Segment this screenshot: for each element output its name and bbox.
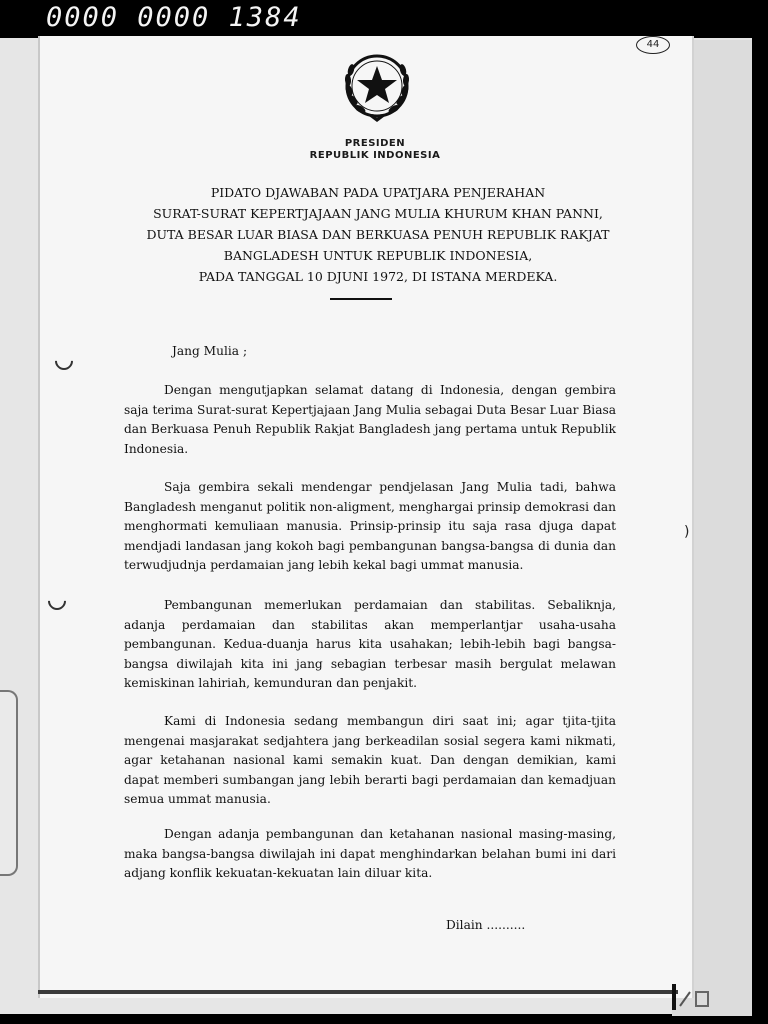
paragraph: Saja gembira sekali mendengar pendjelasan Jang Mulia tadi, bahwa Bangladesh menganut politik non-aligment, menghargai prinsip demokrasi dan menghormati kemuliaan manusia. Prinsip-prinsip itu saja rasa djuga dapat mendjadi landasan jang kokoh bagi pembangunan bangsa-bangsa di dunia dan terwudjudnja perdamaian jang lebih kekal bagi ummat manusia. — [124, 480, 616, 573]
office-subtitle: REPUBLIK INDONESIA — [309, 150, 441, 161]
title-line: DUTA BESAR LUAR BIASA DAN BERKUASA PENUH REPUBLIK RAKJAT — [146, 227, 610, 242]
salutation: Jang Mulia ; — [172, 344, 248, 358]
office-title: PRESIDEN — [344, 138, 406, 149]
title-divider — [330, 298, 392, 300]
title-line: SURAT-SURAT KEPERTJAJAAN JANG MULIA KHURUM KHAN PANNI, — [153, 206, 603, 221]
film-frame-code: 0000 0000 1384 — [46, 2, 302, 33]
page-number-circle: 44 — [636, 36, 670, 54]
binder-tab — [0, 690, 18, 876]
document-page — [38, 36, 692, 998]
paragraph: Dengan mengutjapkan selamat datang di Indonesia, dengan gembira saja terima Surat-surat Kepertjajaan Jang Mulia sebagai Duta Besar Luar Biasa dan Berkuasa Penuh Republik Rakjat Bangladesh jang pertama untuk Republik Indonesia. — [124, 383, 616, 456]
title-line: PIDATO DJAWABAN PADA UPATJARA PENJERAHAN — [210, 185, 546, 200]
corner-binding-mark-icon — [672, 984, 712, 1010]
paragraph: Pembangunan memerlukan perdamaian dan stabilitas. Sebaliknja, adanja perdamaian dan stabilitas akan memperlantjar usaha-usaha pembangunan. Kedua-duanja harus kita usahakan; lebih-lebih bagi bangsa-bangsa diwilajah kita ini jang sebagian terbesar masih bergulat melawan kemiskinan lahiriah, kemunduran dan penjakit. — [124, 598, 616, 691]
page-edge-mark: ) — [684, 524, 690, 540]
continuation-note: Dilain .......... — [446, 918, 526, 932]
page-bottom-edge — [38, 990, 678, 994]
title-line: PADA TANGGAL 10 DJUNI 1972, DI ISTANA MERDEKA. — [198, 269, 558, 284]
title-line: BANGLADESH UNTUK REPUBLIK INDONESIA, — [223, 248, 533, 263]
paragraph: Kami di Indonesia sedang membangun diri saat ini; agar tjita-tjita mengenai masjarakat sedjahtera jang berkeadilan sosial segera kami nikmati, agar ketahanan nasional kami semakin kuat. Dan dengan demikian, kami dapat memberi sumbangan jang lebih berarti bagi perdamaian dan kemadjuan semua ummat manusia. — [124, 714, 616, 807]
paragraph: Dengan adanja pembangunan dan ketahanan nasional masing-masing, maka bangsa-bangsa diwilajah ini dapat menghindarkan belahan bumi ini dari adjang konflik kekuatan-kekuatan lain diluar kita. — [124, 827, 616, 881]
presidential-emblem-icon — [335, 44, 419, 128]
speech-title — [120, 182, 636, 287]
